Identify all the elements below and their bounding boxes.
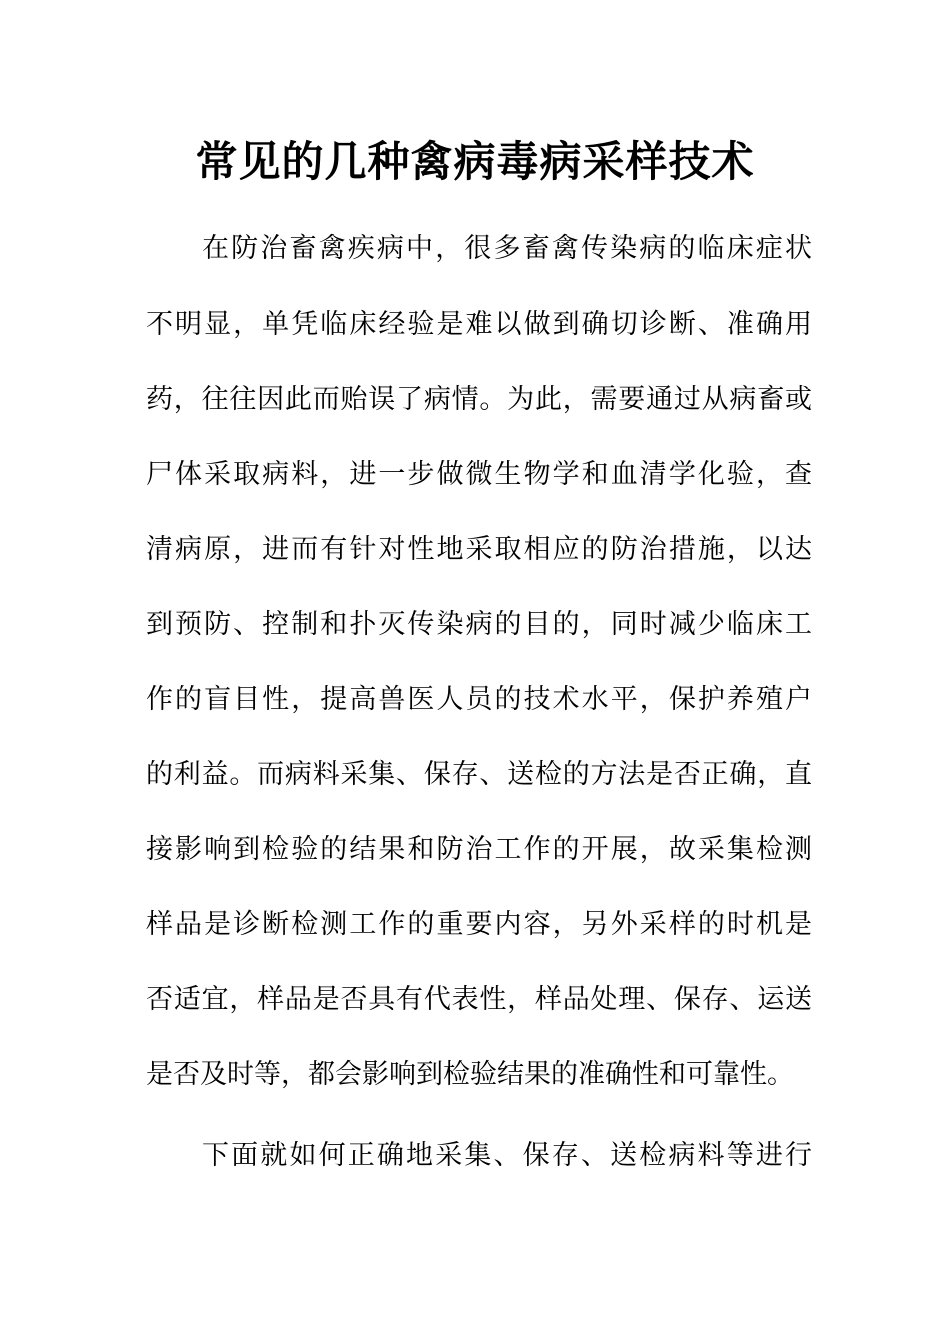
paragraph-line: 接影响到检验的结果和防治工作的开展，故采集检测	[146, 834, 812, 865]
paragraph-line: 清病原，进而有针对性地采取相应的防治措施，以达	[146, 534, 812, 565]
paragraph-line: 尸体采取病料，进一步做微生物学和血清学化验，查	[146, 459, 812, 490]
paragraph-line: 在防治畜禽疾病中，很多畜禽传染病的临床症状	[202, 233, 812, 264]
paragraph-line: 药，往往因此而贻误了病情。为此，需要通过从病畜或	[146, 384, 812, 415]
paragraph-line: 到预防、控制和扑灭传染病的目的，同时减少临床工	[146, 609, 812, 640]
document-title: 常见的几种禽病毒病采样技术	[195, 137, 755, 186]
paragraph-line: 下面就如何正确地采集、保存、送检病料等进行	[202, 1140, 812, 1171]
paragraph-line: 不明显，单凭临床经验是难以做到确切诊断、准确用	[146, 309, 812, 340]
paragraph-line: 作的盲目性，提高兽医人员的技术水平，保护养殖户	[146, 684, 812, 715]
paragraph-line: 否适宜，样品是否具有代表性，样品处理、保存、运送	[146, 984, 812, 1015]
paragraph-line: 的利益。而病料采集、保存、送检的方法是否正确，直	[146, 759, 812, 790]
paragraph-line: 样品是诊断检测工作的重要内容，另外采样的时机是	[146, 909, 812, 940]
paragraph-line: 是否及时等，都会影响到检验结果的准确性和可靠性。	[146, 1059, 794, 1090]
